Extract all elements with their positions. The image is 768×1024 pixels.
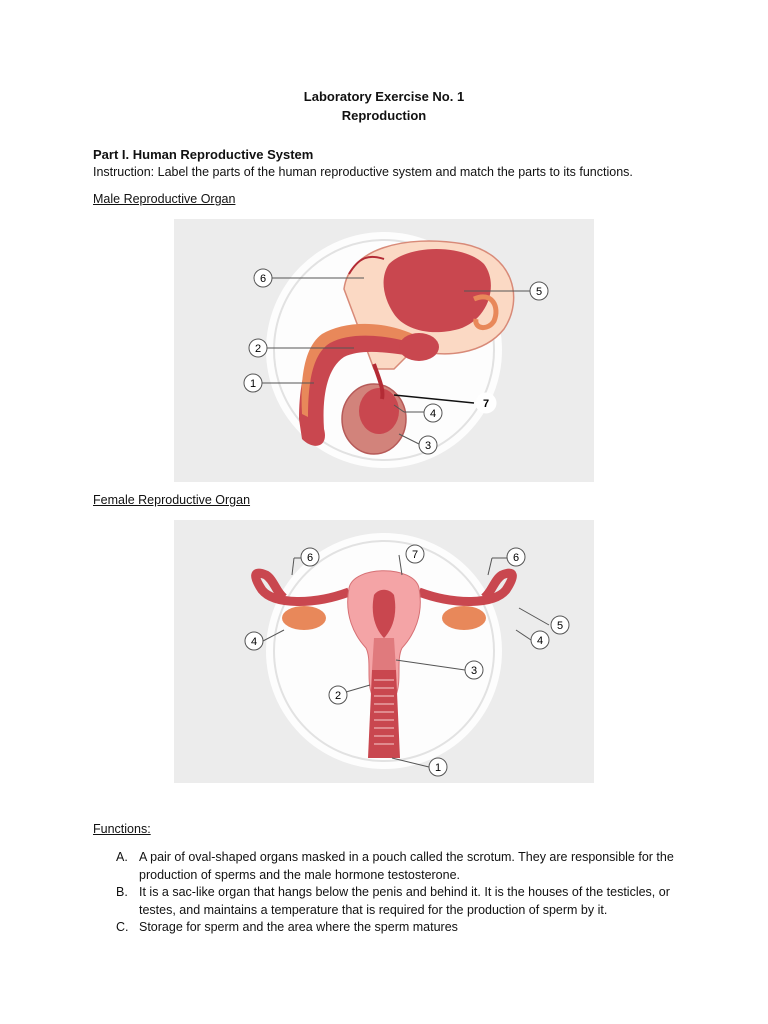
f-label-6-right: 6 bbox=[512, 552, 520, 564]
page-title: Laboratory Exercise No. 1 bbox=[303, 89, 465, 104]
cervix bbox=[372, 638, 396, 670]
function-letter: B. bbox=[116, 885, 128, 899]
function-text: A pair of oval-shaped organs masked in a pouch called the scrotum. They are responsible for the production of sperms and the male hormone testosterone. bbox=[139, 850, 674, 882]
functions-list bbox=[116, 849, 686, 937]
f-label-1: 1 bbox=[434, 762, 442, 774]
part-heading: Part I. Human Reproductive System bbox=[93, 147, 314, 162]
f-leader-6r-b bbox=[488, 558, 492, 575]
male-diagram bbox=[174, 219, 594, 482]
functions-heading: Functions: bbox=[93, 822, 151, 836]
f-label-3: 3 bbox=[470, 665, 478, 677]
male-heading: Male Reproductive Organ bbox=[93, 192, 236, 206]
f-label-7: 7 bbox=[411, 549, 419, 561]
f-label-4-left: 4 bbox=[250, 636, 258, 648]
f-leader-6l-b bbox=[292, 558, 294, 575]
function-item-c bbox=[116, 919, 686, 937]
f-label-6-left: 6 bbox=[306, 552, 314, 564]
f-leader-4r bbox=[516, 630, 531, 640]
label-4: 4 bbox=[429, 408, 437, 420]
instruction-text: Instruction: Label the parts of the human reproductive system and match the parts to its functions. bbox=[93, 165, 633, 179]
label-3: 3 bbox=[424, 440, 432, 452]
label-5: 5 bbox=[535, 286, 543, 298]
left-ovary bbox=[282, 606, 326, 630]
function-letter: A. bbox=[116, 850, 128, 864]
function-item-b bbox=[116, 884, 686, 919]
page-subtitle: Reproduction bbox=[341, 108, 427, 123]
f-label-4-right: 4 bbox=[536, 635, 544, 647]
label-2: 2 bbox=[254, 343, 262, 355]
female-heading: Female Reproductive Organ bbox=[93, 493, 251, 507]
female-diagram bbox=[174, 520, 594, 783]
vagina bbox=[368, 670, 400, 758]
label-1: 1 bbox=[249, 378, 257, 390]
testis bbox=[359, 388, 399, 434]
function-text: It is a sac-like organ that hangs below the penis and behind it. It is the houses of the testicles, or testes, and maintains a temperature that is required for the production of sperm by it. bbox=[139, 885, 670, 917]
prostate bbox=[399, 333, 439, 361]
f-label-2: 2 bbox=[334, 690, 342, 702]
f-label-5: 5 bbox=[556, 620, 564, 632]
function-letter: C. bbox=[116, 920, 129, 934]
function-item-a bbox=[116, 849, 686, 884]
f-leader-5 bbox=[519, 608, 549, 625]
function-text: Storage for sperm and the area where the sperm matures bbox=[139, 920, 458, 934]
label-6: 6 bbox=[259, 273, 267, 285]
label-7: 7 bbox=[482, 398, 490, 410]
right-ovary bbox=[442, 606, 486, 630]
